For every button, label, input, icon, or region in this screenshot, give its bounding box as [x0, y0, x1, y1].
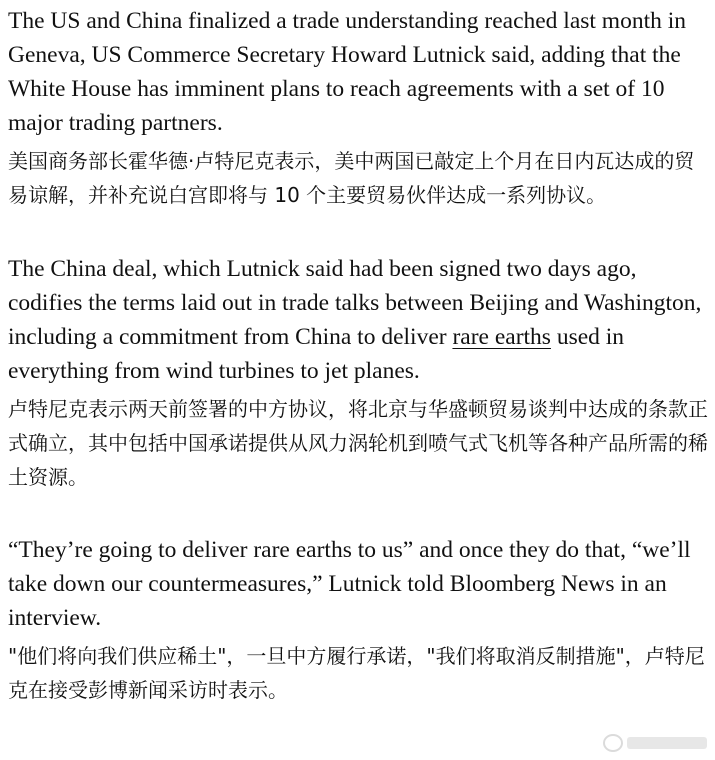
watermark-logo-icon: [603, 734, 623, 752]
paragraph-spacer: [8, 494, 708, 533]
paragraph-2-chinese: 卢特尼克表示两天前签署的中方协议，将北京与华盛顿贸易谈判中达成的条款正式确立，其中包括中国承诺提供从风力涡轮机到喷气式飞机等各种产品所需的稀土资源。: [8, 397, 708, 489]
paragraph-3-chinese: "他们将向我们供应稀土"，一旦中方履行承诺，"我们将取消反制措施"，卢特尼克在接受彭博新闻采访时表示。: [8, 644, 705, 702]
paragraph-3: [8, 533, 708, 707]
paragraph-1-english: The US and China finalized a trade understanding reached last month in Geneva, US Commerce Secretary Howard Lutnick said, adding that the White House has imminent plans to reach agreements with a set of 10 major trading partners.: [8, 8, 687, 136]
watermark: [603, 732, 707, 754]
paragraph-2-english: [8, 252, 708, 388]
paragraph-2-english-after: used in everything from wind turbines to jet planes.: [8, 324, 625, 384]
article-body: [8, 4, 708, 707]
watermark-bar: [627, 737, 707, 749]
paragraph-1-chinese: 美国商务部长霍华德·卢特尼克表示，美中两国已敲定上个月在日内瓦达成的贸易谅解，并补充说白宫即将与 10 个主要贸易伙伴达成一系列协议。: [8, 149, 695, 207]
rare-earths-link[interactable]: rare earths: [452, 324, 551, 350]
paragraph-spacer: [8, 212, 708, 252]
paragraph-1: [8, 4, 708, 212]
paragraph-3-english: “They’re going to deliver rare earths to us” and once they do that, “we’ll take down our countermeasures,” Lutnick told Bloomberg News in an interview.: [8, 537, 691, 631]
paragraph-2: [8, 252, 708, 494]
paragraph-2-english-before: The China deal, which Lutnick said had been signed two days ago, codifies the terms laid out in trade talks between Beijing and Washington, including a commitment from China to deliver: [8, 256, 702, 350]
